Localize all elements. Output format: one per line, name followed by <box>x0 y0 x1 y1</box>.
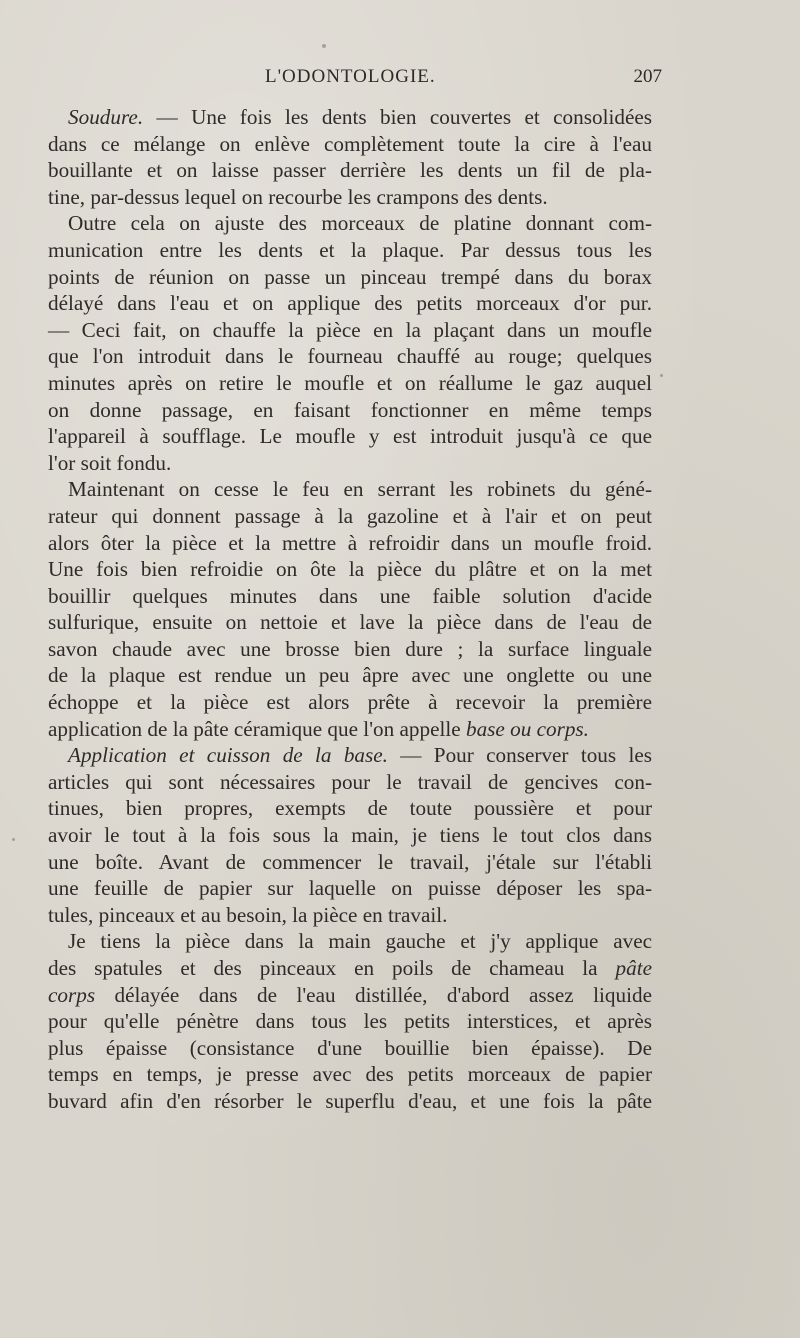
text-line <box>48 609 652 636</box>
text-line <box>48 556 652 583</box>
italic-text-run: corps <box>48 982 96 1007</box>
text-run: des spatules et des pinceaux en poils de chameau la <box>48 956 616 980</box>
text-run: minutes après on retire le moufle et on réallume le gaz auquel <box>48 370 652 395</box>
text-run: une feuille de papier sur laquelle on puisse déposer les spa- <box>48 876 652 901</box>
italic-text-run: base ou corps. <box>465 716 589 741</box>
text-line <box>48 503 652 530</box>
text-run: application de la pâte céramique que l'on appelle <box>48 716 466 741</box>
text-line <box>48 955 652 982</box>
text-run: munication entre les dents et la plaque. Par dessus tous les <box>48 237 652 262</box>
text-run: tinues, bien propres, exempts de toute poussière et pour <box>48 796 652 821</box>
text-run: que l'on introduit dans le fourneau chauffé au rouge; quelques <box>48 344 652 369</box>
text-line <box>48 928 652 955</box>
text-run: — Une fois les dents bien couvertes et consolidées <box>143 105 652 129</box>
text-run: Outre cela on ajuste des morceaux de platine donnant com- <box>68 211 652 236</box>
text-run: — Pour conserver tous les <box>387 743 652 768</box>
text-run: bouillir quelques minutes dans une faible solution d'acide <box>48 583 652 608</box>
text-line <box>48 982 652 1009</box>
text-line <box>48 875 652 902</box>
page-number: 207 <box>633 66 662 87</box>
text-run: sulfurique, ensuite on nettoie et lave la pièce dans de l'eau de <box>48 610 652 635</box>
text-run: tules, pinceaux et au besoin, la pièce en travail. <box>48 902 448 927</box>
text-run: plus épaisse (consistance d'une bouillie bien épaisse). De <box>48 1035 652 1060</box>
body-text <box>48 104 652 1115</box>
text-line <box>48 583 652 610</box>
text-line <box>48 370 652 397</box>
text-line <box>48 104 652 131</box>
text-line <box>48 716 652 743</box>
text-run: l'appareil à soufflage. Le moufle y est introduit jusqu'à ce que <box>48 424 652 449</box>
text-run: points de réunion on passe un pinceau trempé dans du borax <box>48 264 652 289</box>
text-run: de la plaque est rendue un peu âpre avec une onglette ou une <box>48 663 652 688</box>
running-header <box>40 66 670 96</box>
text-run: temps en temps, je presse avec des petits morceaux de papier <box>48 1062 652 1087</box>
text-line <box>48 662 652 689</box>
text-line <box>48 769 652 796</box>
text-line <box>48 822 652 849</box>
text-line <box>48 476 652 503</box>
text-run: Maintenant on cesse le feu en serrant les robinets du géné- <box>68 477 652 502</box>
text-run: savon chaude avec une brosse bien dure ; la surface linguale <box>48 636 652 661</box>
text-line <box>48 343 652 370</box>
text-run: pour qu'elle pénètre dans tous les petits interstices, et après <box>48 1009 652 1034</box>
text-line <box>48 264 652 291</box>
text-run: échoppe et la pièce est alors prête à recevoir la première <box>48 690 652 715</box>
running-title: L'ODONTOLOGIE. <box>265 66 436 87</box>
text-run: tine, par-dessus lequel on recourbe les crampons des dents. <box>48 184 548 209</box>
text-line <box>48 317 652 344</box>
text-run: délayée dans de l'eau distillée, d'abord assez liquide <box>95 982 652 1007</box>
text-line <box>48 397 652 424</box>
text-line <box>48 1035 652 1062</box>
text-run: — Ceci fait, on chauffe la pièce en la plaçant dans un moufle <box>48 317 652 342</box>
text-line <box>48 795 652 822</box>
text-line <box>48 237 652 264</box>
text-run: buvard afin d'en résorber le superflu d'eau, et une fois la pâte <box>48 1088 652 1113</box>
text-run: rateur qui donnent passage à la gazoline et à l'air et on peut <box>48 503 652 528</box>
text-line <box>48 742 652 769</box>
text-run: avoir le tout à la fois sous la main, je tiens le tout clos dans <box>48 823 652 848</box>
paper-speck <box>660 374 663 377</box>
text-line <box>48 184 652 211</box>
text-run: Je tiens la pièce dans la main gauche et j'y applique avec <box>68 929 652 954</box>
paper-speck <box>12 838 15 841</box>
italic-text-run: Application et cuisson de la base. <box>68 743 388 768</box>
text-run: on donne passage, en faisant fonctionner en même temps <box>48 397 652 422</box>
text-line <box>48 131 652 158</box>
text-line <box>48 210 652 237</box>
text-run: dans ce mélange on enlève complètement toute la cire à l'eau <box>48 131 652 156</box>
text-line <box>48 1061 652 1088</box>
paper-speck <box>322 44 326 48</box>
text-line <box>48 1008 652 1035</box>
text-run: l'or soit fondu. <box>48 450 172 475</box>
italic-text-run: Soudure. <box>68 105 144 129</box>
text-run: une boîte. Avant de commencer le travail, j'étale sur l'établi <box>48 849 652 874</box>
text-line <box>48 450 652 477</box>
text-run: articles qui sont nécessaires pour le travail de gencives con- <box>48 769 652 794</box>
text-run: délayé dans l'eau et on applique des petits morceaux d'or pur. <box>48 291 652 316</box>
text-line <box>48 636 652 663</box>
text-line <box>48 902 652 929</box>
text-line <box>48 1088 652 1115</box>
text-run: bouillante et on laisse passer derrière les dents un fil de pla- <box>48 158 652 183</box>
text-line <box>48 423 652 450</box>
text-line <box>48 849 652 876</box>
italic-text-run: pâte <box>615 956 652 980</box>
text-line <box>48 157 652 184</box>
text-line <box>48 530 652 557</box>
text-line <box>48 290 652 317</box>
text-line <box>48 689 652 716</box>
text-run: alors ôter la pièce et la mettre à refroidir dans un moufle froid. <box>48 530 652 555</box>
text-run: Une fois bien refroidie on ôte la pièce du plâtre et on la met <box>48 557 652 582</box>
